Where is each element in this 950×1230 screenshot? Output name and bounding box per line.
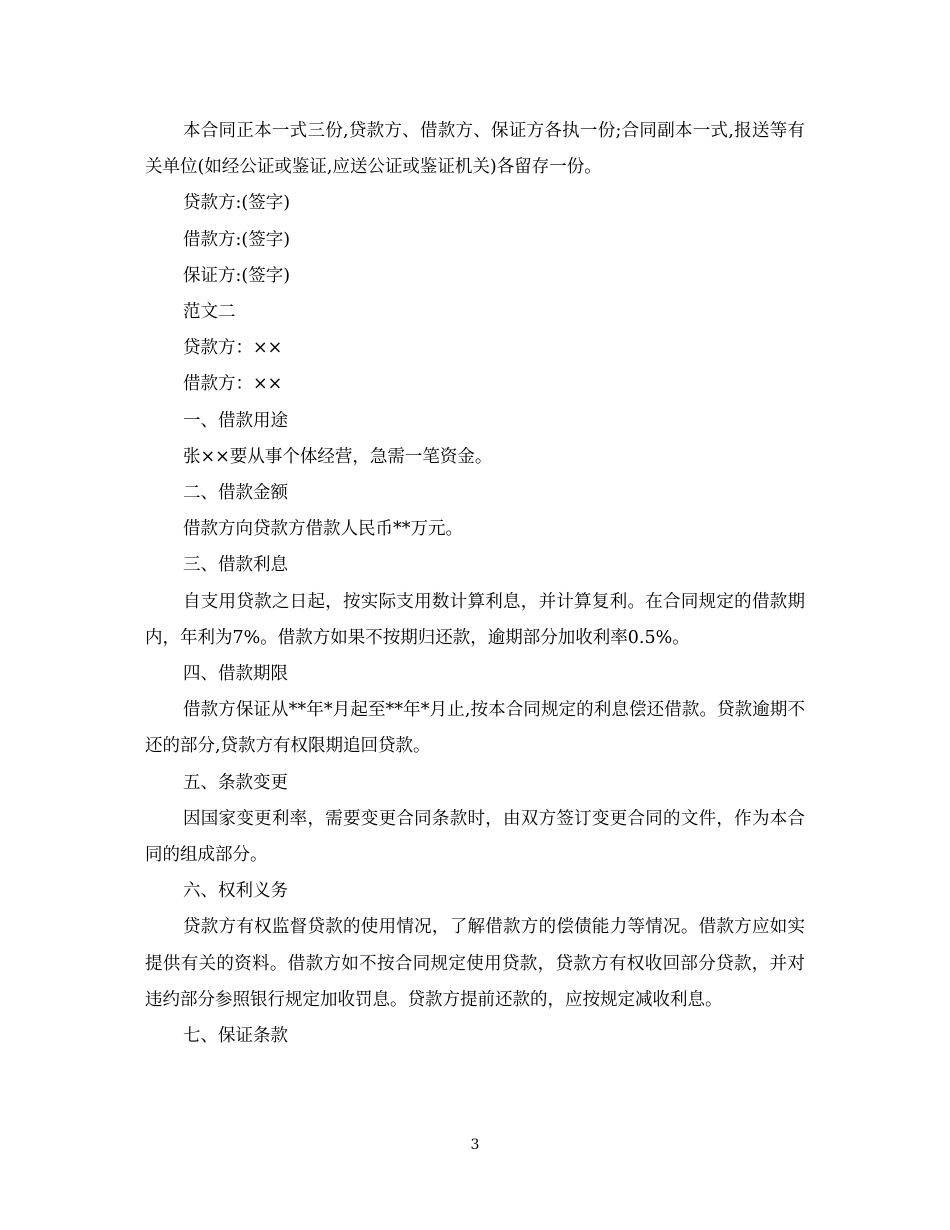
paragraph-loan-term: 借款方保证从**年*月起至**年*月止,按本合同规定的利息偿还借款。贷款逾期不还的部分,贷款方有权限期追回贷款。 — [145, 700, 805, 757]
paragraph-guarantor-signature: 保证方:(签字) — [183, 265, 291, 286]
page-number: 3 — [470, 1137, 480, 1153]
paragraph-lender-signature: 贷款方:(签字) — [183, 193, 291, 214]
heading-loan-term: 四、借款期限 — [183, 664, 288, 685]
paragraph-borrower-signature: 借款方:(签字) — [183, 229, 291, 250]
paragraph-lender: 贷款方：×× — [183, 338, 283, 359]
heading-rights-obligations: 六、权利义务 — [183, 881, 288, 902]
paragraph-loan-interest: 自支用贷款之日起，按实际支用数计算利息，并计算复利。在合同规定的借款期内，年利为7%。借款方如果不按期归还款，逾期部分加收利率0.5%。 — [145, 591, 805, 648]
heading-clause-change: 五、条款变更 — [183, 772, 288, 793]
heading-guarantee-clause: 七、保证条款 — [183, 1026, 288, 1047]
document-body — [145, 113, 805, 1054]
paragraph-copies-clause: 本合同正本一式三份,贷款方、借款方、保证方各执一份;合同副本一式,报送等有关单位(如经公证或鉴证,应送公证或鉴证机关)各留存一份。 — [145, 121, 805, 178]
paragraph-clause-change: 因国家变更利率，需要变更合同条款时，由双方签订变更合同的文件，作为本合同的组成部分。 — [145, 808, 805, 866]
section-title-sample-two: 范文二 — [183, 302, 236, 323]
paragraph-borrower: 借款方：×× — [183, 374, 283, 395]
heading-loan-interest: 三、借款利息 — [183, 555, 288, 576]
heading-loan-purpose: 一、借款用途 — [183, 410, 288, 431]
paragraph-rights-obligations: 贷款方有权监督贷款的使用情况，了解借款方的偿债能力等情况。借款方应如实提供有关的资料。借款方如不按合同规定使用贷款，贷款方有权收回部分贷款，并对违约部分参照银行规定加收罚息。贷款方提前还款的，应按规定减收利息。 — [145, 917, 805, 1010]
heading-loan-amount: 二、借款金额 — [183, 483, 288, 504]
paragraph-loan-amount: 借款方向贷款方借款人民币**万元。 — [183, 519, 463, 540]
paragraph-loan-purpose: 张××要从事个体经营，急需一笔资金。 — [183, 446, 493, 467]
